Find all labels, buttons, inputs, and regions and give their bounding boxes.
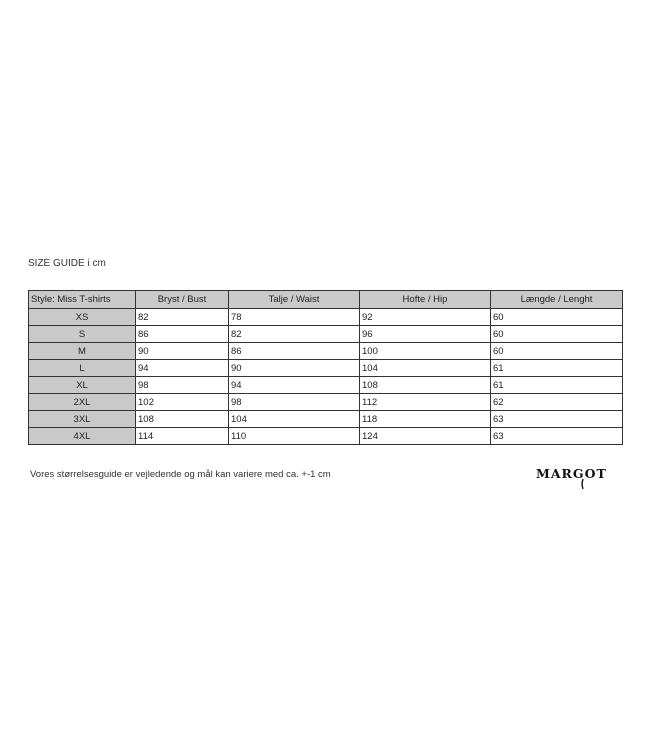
- size-label: M: [29, 343, 136, 360]
- size-guide-table: [28, 290, 623, 445]
- hip-cell: 104: [360, 360, 491, 377]
- bust-cell: 94: [136, 360, 229, 377]
- hip-cell: 108: [360, 377, 491, 394]
- hip-cell: 118: [360, 411, 491, 428]
- table-row: [29, 343, 623, 360]
- table-row: [29, 377, 623, 394]
- hip-cell: 100: [360, 343, 491, 360]
- length-cell: 60: [491, 343, 623, 360]
- size-label: XL: [29, 377, 136, 394]
- waist-cell: 98: [229, 394, 360, 411]
- size-label: 3XL: [29, 411, 136, 428]
- bust-cell: 82: [136, 309, 229, 326]
- bust-cell: 114: [136, 428, 229, 445]
- hip-cell: 92: [360, 309, 491, 326]
- length-cell: 61: [491, 360, 623, 377]
- table-row: [29, 360, 623, 377]
- column-header-bust: Bryst / Bust: [136, 291, 229, 309]
- margot-logo: [536, 464, 622, 490]
- waist-cell: 110: [229, 428, 360, 445]
- table-row: [29, 411, 623, 428]
- logo-text: MARGOT: [536, 466, 607, 481]
- table-header-row: [29, 291, 623, 309]
- column-header-hip: Hofte / Hip: [360, 291, 491, 309]
- length-cell: 60: [491, 309, 623, 326]
- table-row: [29, 428, 623, 445]
- waist-cell: 78: [229, 309, 360, 326]
- bust-cell: 86: [136, 326, 229, 343]
- waist-cell: 82: [229, 326, 360, 343]
- length-cell: 62: [491, 394, 623, 411]
- waist-cell: 94: [229, 377, 360, 394]
- hip-cell: 124: [360, 428, 491, 445]
- waist-cell: 86: [229, 343, 360, 360]
- page-title: SIZE GUIDE i cm: [28, 258, 106, 269]
- bust-cell: 102: [136, 394, 229, 411]
- logo-flourish: [582, 479, 583, 489]
- waist-cell: 104: [229, 411, 360, 428]
- hip-cell: 96: [360, 326, 491, 343]
- style-label: Style: Miss T-shirts: [29, 291, 136, 309]
- hip-cell: 112: [360, 394, 491, 411]
- length-cell: 60: [491, 326, 623, 343]
- size-label: L: [29, 360, 136, 377]
- size-label: 2XL: [29, 394, 136, 411]
- bust-cell: 90: [136, 343, 229, 360]
- waist-cell: 90: [229, 360, 360, 377]
- size-label: S: [29, 326, 136, 343]
- table-row: [29, 309, 623, 326]
- disclaimer-note: Vores størrelsesguide er vejledende og mål kan variere med ca. +-1 cm: [30, 469, 331, 480]
- size-label: 4XL: [29, 428, 136, 445]
- column-header-length: Længde / Lenght: [491, 291, 623, 309]
- size-label: XS: [29, 309, 136, 326]
- table-row: [29, 326, 623, 343]
- column-header-waist: Talje / Waist: [229, 291, 360, 309]
- bust-cell: 98: [136, 377, 229, 394]
- length-cell: 61: [491, 377, 623, 394]
- bust-cell: 108: [136, 411, 229, 428]
- length-cell: 63: [491, 428, 623, 445]
- length-cell: 63: [491, 411, 623, 428]
- table-row: [29, 394, 623, 411]
